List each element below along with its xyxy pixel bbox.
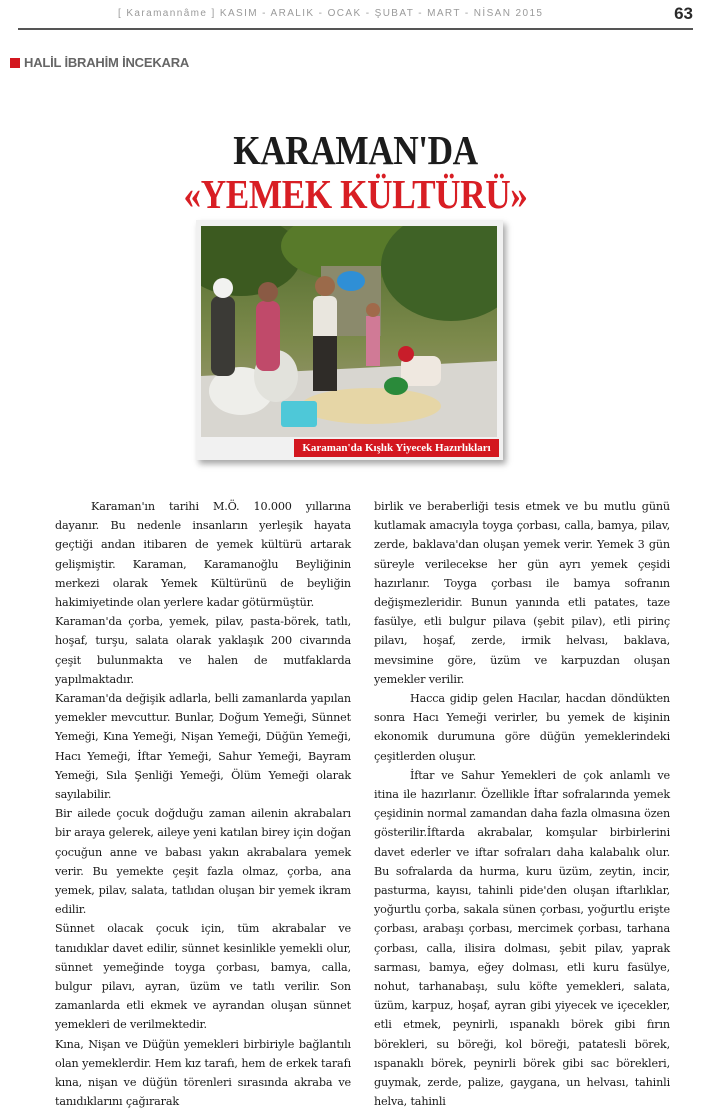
- red-square-bullet: [10, 58, 20, 68]
- paragraph: İftar ve Sahur Yemekleri de çok anlamlı ve itina ile hazırlanır. Özellikle İftar sofralarında yemek çeşidinin normal zamandan daha fazla olmasına özen gösterilir.İftarda akrabalar, komşular birbirlerini davet ederler ve iftar sofraları daha kalabalık olur. Bu sofralarda da hurma, kuru üzüm, zeytin, incir, pasturma, kayısı, tahinli pide'den oluşan iftarlıklar, yoğurtlu çorba, sakala sünen çorbası, yoğurtlu erişte çorbası, arabaşı çorbası, mercimek çorbası, tarhana çorbası, calla, ilisira dolması, şebit pilav, yaprak sarması, bamya, eğey dolması, etli kuru fasülye, nohut, tarhanabaşı, sulu köfte yemekleri, salata, üzüm, karpuz, hoşaf, ayran gibi yiyecek ve içecekler, etli etmek, peynirli, ıspanaklı börek gibi fırın börekleri, su böreği, kol böreği, patatesli börek, ıspanaklı börek, peynirli börek gibi sac börekleri, guymak, zerde, palize, gaygana, un helvası, tahinli helva, tahinli: [374, 768, 670, 1109]
- paragraph: Bir ailede çocuk doğduğu zaman ailenin akrabaları bir araya gelerek, aileye yeni katılan birey için doğan çocuğun anne ve babası yakın akrabalara yemek verir. Bu yemekte çeşit fazla olmaz, çorba, ana yemek, pilav, salata, tatlıdan oluşan bir yemek ikram edilir.: [55, 807, 351, 917]
- paragraph: Hacca gidip gelen Hacılar, hacdan döndükten sonra Hacı Yemeği verirler, bu yemek de kişinin ekonomik durumuna göre düğün yemeklerindeki çeşitlerden oluşur.: [374, 692, 670, 763]
- author-name: HALİL İBRAHİM İNCEKARA: [24, 55, 190, 70]
- author-byline: [10, 55, 189, 70]
- food-preparation-photo: [201, 226, 497, 437]
- paragraph: Karaman'da değişik adlarla, belli zamanlarda yapılan yemekler mevcuttur. Bunlar, Doğum Yemeği, Sünnet Yemeği, Kına Yemeği, Nişan Yemeği, Düğün Yemeği, Hacı Yemeği, İftar Yemeği, Sahur Yemeği, Bayram Yemeği, Sıla Şenliği Yemeği, Ölüm Yemeği olarak sayılabilir.: [55, 692, 351, 802]
- left-column: [55, 497, 351, 1112]
- paragraph: Karaman'ın tarihi M.Ö. 10.000 yıllarına dayanır. Bu nedenle insanların yerleşik hayata geçtiği andan itibaren de yemek kültürü artarak gelişmiştir. Karaman, Karamanoğlu Beyliğinin merkezi olarak Yemek Kültürünü de beyliğin hakimiyetinde olan yerlere kadar götürmüştür.: [55, 500, 351, 610]
- right-column: [374, 497, 670, 1112]
- photo-caption: Karaman'da Kışlık Yiyecek Hazırlıkları: [294, 439, 499, 457]
- paragraph: Karaman'da çorba, yemek, pilav, pasta-börek, tatlı, hoşaf, turşu, salata olarak yaklaşık 200 civarında çeşit bulunmakta ve halen de mutfaklarda yapılmaktadır.: [55, 615, 351, 686]
- paragraph: Kına, Nişan ve Düğün yemekleri birbiriyle bağlantılı olan yemeklerdir. Hem kız tarafı, hem de erkek tarafı kına, nişan ve düğün törenleri sırasında akraba ve tanıdıklarını çağırarak: [55, 1037, 351, 1109]
- paragraph: Sünnet olacak çocuk için, tüm akrabalar ve tanıdıklar davet edilir, sünnet kesinlikle yemekli olur, sünnet yemeğinde toyga çorbası, bamya, calla, bulgur pilavı, ayran, üzüm ve tatlı verilir. Son zamanlarda etli ekmek ve ayrandan oluşan sünnet yemekleri de verilmektedir.: [55, 922, 351, 1032]
- article-title-line2: «YEMEK KÜLTÜRÜ»: [183, 171, 528, 217]
- running-head: [ Karamannâme ] KASIM - ARALIK - OCAK - ŞUBAT - MART - NİSAN 2015: [118, 8, 544, 19]
- article-title-line1: KARAMAN'DA: [233, 127, 478, 173]
- paragraph: birlik ve beraberliği tesis etmek ve bu mutlu günü kutlamak amacıyla toyga çorbası, calla, bamya, pilav, zerde, baklava'dan oluşan yemek verir. Yemek 3 gün süreyle verilecekse her gün ayrı yemek çeşidi hazırlanır. Toyga çorbası ile bamya sofranın değişmezleridir. Bunun yanında etli patates, taze fasülye, etli bulgur pilava (şebit pilav), etli pirinç pilavı, hoşaf, zerde, irmik helvası, baklava, mevsimine göre, üzüm ve karpuzdan oluşan yemekler verilir.: [374, 500, 670, 686]
- photo-frame: [196, 220, 503, 460]
- page-number: 63: [674, 4, 693, 23]
- header-rule: [18, 28, 693, 30]
